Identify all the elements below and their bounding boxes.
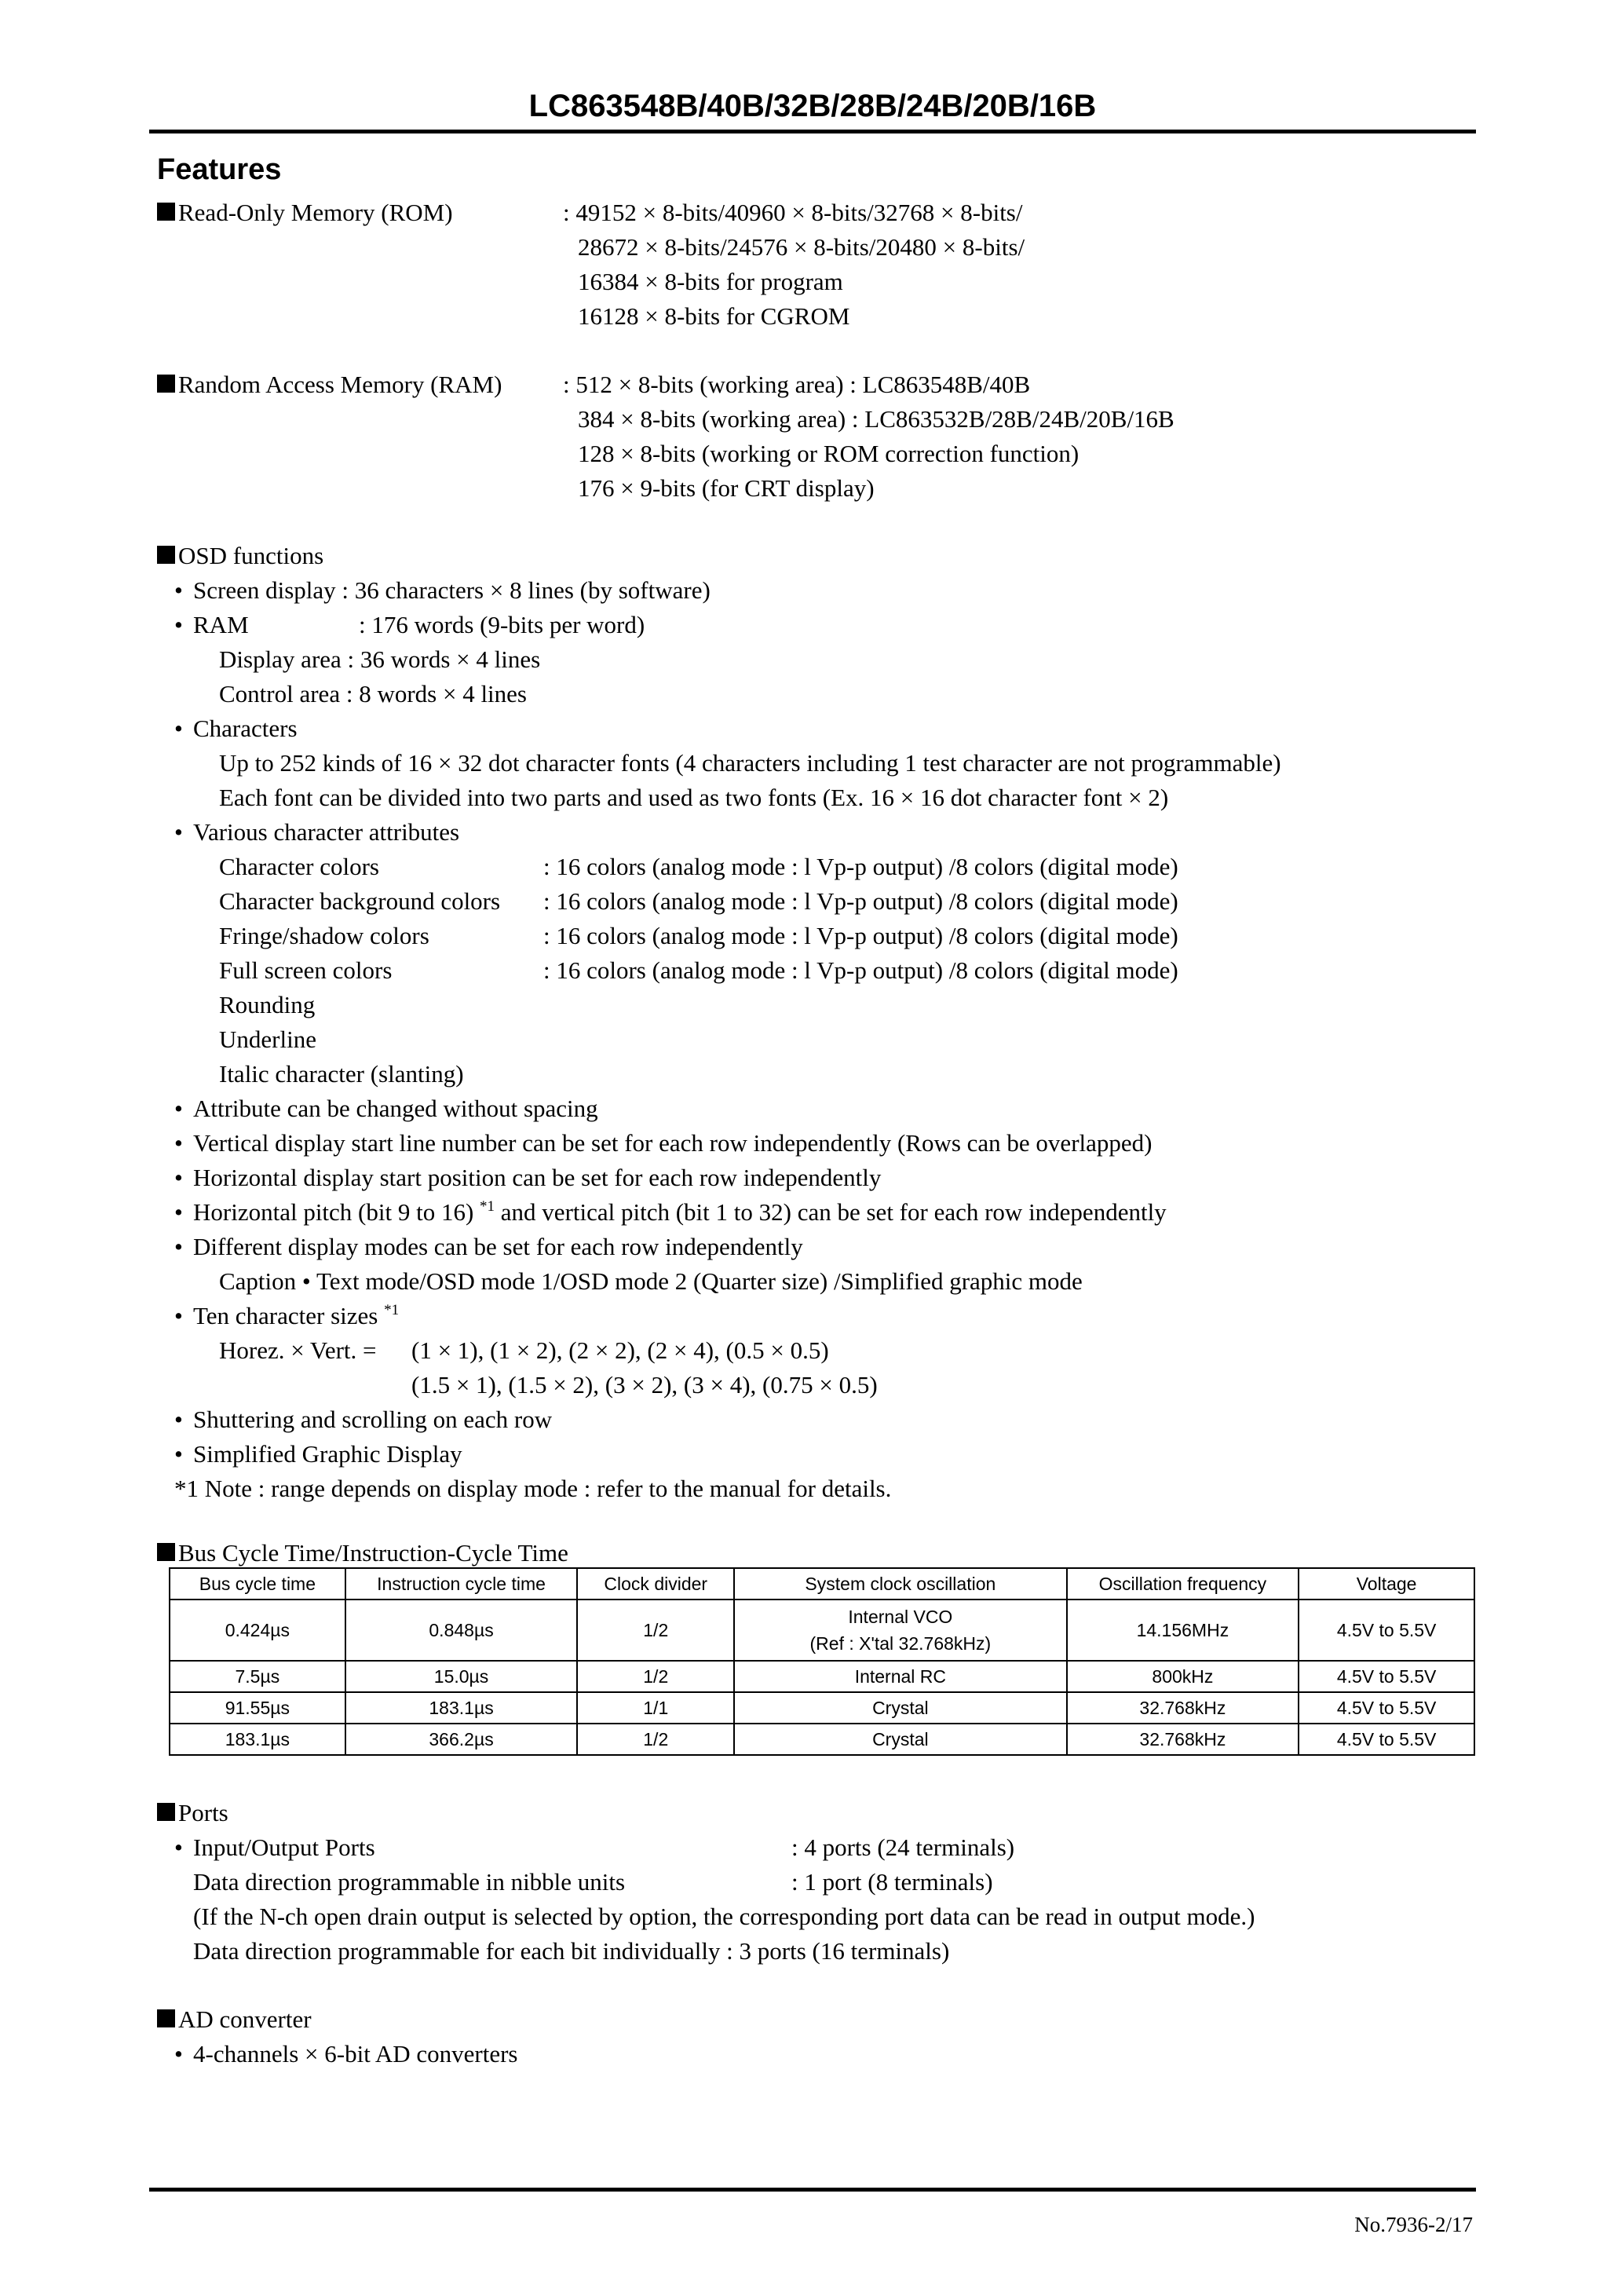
square-bullet-icon <box>157 546 175 564</box>
rom-line-2: 28672 × 8-bits/24576 × 8-bits/20480 × 8-bits/ <box>578 233 1025 261</box>
bus-title: Bus Cycle Time/Instruction-Cycle Time <box>157 1536 568 1570</box>
table-cell: 4.5V to 5.5V <box>1299 1661 1474 1692</box>
ad-title: AD converter <box>157 2002 312 2037</box>
osd-ram-label: • RAM <box>174 608 249 642</box>
ports-nibble-value: : 1 port (8 terminals) <box>791 1868 993 1896</box>
attribute-name: Character background colors <box>219 887 501 915</box>
bullet-icon: • <box>174 1198 183 1226</box>
ram-label: Random Access Memory (RAM) <box>157 367 502 402</box>
column-header: Voltage <box>1299 1568 1474 1600</box>
table-cell: 14.156MHz <box>1067 1600 1299 1661</box>
table-row <box>170 1692 1474 1724</box>
bullet-icon: • <box>174 1233 183 1260</box>
bullet-icon: • <box>174 1834 183 1861</box>
bullet-icon: • <box>174 1164 183 1191</box>
table-cell: Crystal <box>734 1692 1066 1724</box>
osd-bullet: • Shuttering and scrolling on each row <box>174 1402 552 1437</box>
table-cell: 7.5µs <box>170 1661 345 1692</box>
attribute-value: : 16 colors (analog mode : l Vp-p output) /8 colors (digital mode) <box>543 922 1178 949</box>
footer-rule <box>149 2188 1476 2192</box>
attribute-name: Full screen colors <box>219 956 393 984</box>
page-number: No.7936-2/17 <box>1354 2213 1473 2236</box>
osd-control-area: Control area : 8 words × 4 lines <box>219 680 527 707</box>
footnote-marker: *1 <box>480 1198 495 1215</box>
osd-screen-display: • Screen display : 36 characters × 8 lines (by software) <box>174 573 711 608</box>
table-cell: Internal RC <box>734 1661 1066 1692</box>
table-cell: 0.424µs <box>170 1600 345 1661</box>
square-bullet-icon <box>157 1803 175 1821</box>
attribute-value: : 16 colors (analog mode : l Vp-p output) /8 colors (digital mode) <box>543 887 1178 915</box>
osd-bullet: • Attribute can be changed without spacing <box>174 1091 598 1126</box>
ram-line-3: 128 × 8-bits (working or ROM correction function) <box>578 440 1080 467</box>
table-cell: 800kHz <box>1067 1661 1299 1692</box>
osd-pitch-bullet: • Horizontal pitch (bit 9 to 16) $^{*1}$ and vertical pitch (bit 1 to 32) can be set for each row independently <box>174 1195 1167 1230</box>
attribute-name: Character colors <box>219 853 379 880</box>
table-cell: 1/2 <box>577 1724 734 1755</box>
bullet-icon: • <box>174 1406 183 1433</box>
header-rule <box>149 130 1476 133</box>
ports-io-label: • Input/Output Ports <box>174 1830 375 1865</box>
column-header: Instruction cycle time <box>345 1568 578 1600</box>
osd-bullet: • Simplified Graphic Display <box>174 1437 462 1472</box>
ram-line-2: 384 × 8-bits (working area) : LC863532B/28B/24B/20B/16B <box>578 405 1174 433</box>
document-title: LC863548B/40B/32B/28B/24B/20B/16B <box>528 89 1097 123</box>
square-bullet-icon <box>157 375 175 393</box>
ports-title: Ports <box>157 1796 228 1830</box>
table-cell: 4.5V to 5.5V <box>1299 1600 1474 1661</box>
osd-modes-line: Caption • Text mode/OSD mode 1/OSD mode 2 (Quarter size) /Simplified graphic mode <box>219 1267 1083 1295</box>
osd-sizes-line-2: (1.5 × 1), (1.5 × 2), (3 × 2), (3 × 4), (0.75 × 0.5) <box>411 1371 878 1398</box>
osd-note: *1 Note : range depends on display mode : refer to the manual for details. <box>174 1475 892 1502</box>
rom-label: Read-Only Memory (ROM) <box>157 196 453 230</box>
rom-line-4: 16128 × 8-bits for CGROM <box>578 302 850 330</box>
osd-characters-line-2: Each font can be divided into two parts and used as two fonts (Ex. 16 × 16 dot character font × 2) <box>219 784 1169 811</box>
osd-title: OSD functions <box>157 539 323 573</box>
osd-characters-line-1: Up to 252 kinds of 16 × 32 dot character fonts (4 characters including 1 test character are not programmable) <box>219 749 1281 777</box>
table-row <box>170 1600 1474 1661</box>
ports-bit-line: Data direction programmable for each bit individually : 3 ports (16 terminals) <box>193 1937 950 1965</box>
osd-ram-value: : 176 words (9-bits per word) <box>359 611 645 638</box>
table-cell: 0.848µs <box>345 1600 578 1661</box>
bullet-icon: • <box>174 818 183 846</box>
ram-line-4: 176 × 9-bits (for CRT display) <box>578 474 875 502</box>
attribute-extra: Italic character (slanting) <box>219 1060 464 1088</box>
attribute-value: : 16 colors (analog mode : l Vp-p output) /8 colors (digital mode) <box>543 853 1178 880</box>
table-cell: 32.768kHz <box>1067 1692 1299 1724</box>
ports-nibble-label: Data direction programmable in nibble units <box>193 1868 626 1896</box>
ram-line-1: : 512 × 8-bits (working area) : LC863548B/40B <box>563 371 1031 398</box>
column-header: Oscillation frequency <box>1067 1568 1299 1600</box>
square-bullet-icon <box>157 1543 175 1561</box>
table-cell: 183.1µs <box>345 1692 578 1724</box>
attribute-name: Fringe/shadow colors <box>219 922 429 949</box>
osd-bullet: • Horizontal display start position can be set for each row independently <box>174 1161 881 1195</box>
table-header-row <box>170 1568 1474 1600</box>
table-cell: 1/2 <box>577 1661 734 1692</box>
osd-display-area: Display area : 36 words × 4 lines <box>219 645 541 673</box>
osd-sizes-title: • Ten character sizes $^{*1}$ <box>174 1299 399 1333</box>
osc-line-1: Internal VCO <box>848 1607 953 1627</box>
rom-line-3: 16384 × 8-bits for program <box>578 268 843 295</box>
ad-line: • 4-channels × 6-bit AD converters <box>174 2037 517 2071</box>
table-cell: 183.1µs <box>170 1724 345 1755</box>
bus-cycle-table <box>169 1567 1475 1756</box>
rom-line-1: : 49152 × 8-bits/40960 × 8-bits/32768 × 8-bits/ <box>563 199 1023 226</box>
table-cell: Crystal <box>734 1724 1066 1755</box>
bullet-icon: • <box>174 611 183 638</box>
table-cell: 15.0µs <box>345 1661 578 1692</box>
table-cell: 32.768kHz <box>1067 1724 1299 1755</box>
osd-bullet: • Vertical display start line number can be set for each row independently (Rows can be overlapped) <box>174 1126 1152 1161</box>
table-cell: 1/2 <box>577 1600 734 1661</box>
attribute-extra: Rounding <box>219 991 316 1018</box>
bullet-icon: • <box>174 1440 183 1468</box>
table-cell: 366.2µs <box>345 1724 578 1755</box>
column-header: System clock oscillation <box>734 1568 1066 1600</box>
attribute-value: : 16 colors (analog mode : l Vp-p output) /8 colors (digital mode) <box>543 956 1178 984</box>
bullet-icon: • <box>174 2040 183 2067</box>
table-cell <box>734 1600 1066 1661</box>
osd-modes-bullet: • Different display modes can be set for each row independently <box>174 1230 803 1264</box>
osd-sizes-line-1: (1 × 1), (1 × 2), (2 × 2), (2 × 4), (0.5 × 0.5) <box>411 1336 829 1364</box>
column-header: Bus cycle time <box>170 1568 345 1600</box>
table-cell: 4.5V to 5.5V <box>1299 1724 1474 1755</box>
column-header: Clock divider <box>577 1568 734 1600</box>
bullet-icon: • <box>174 1302 183 1329</box>
osc-line-2: (Ref : X'tal 32.768kHz) <box>809 1633 992 1654</box>
bullet-icon: • <box>174 1129 183 1157</box>
table-row <box>170 1724 1474 1755</box>
bullet-icon: • <box>174 1095 183 1122</box>
osd-attributes-title: • Various character attributes <box>174 815 459 850</box>
table-cell: 1/1 <box>577 1692 734 1724</box>
osd-characters-title: • Characters <box>174 711 298 746</box>
table-row <box>170 1661 1474 1692</box>
ports-io-value: : 4 ports (24 terminals) <box>791 1834 1015 1861</box>
square-bullet-icon <box>157 2009 175 2027</box>
table-cell: 91.55µs <box>170 1692 345 1724</box>
table-cell: 4.5V to 5.5V <box>1299 1692 1474 1724</box>
bullet-icon: • <box>174 715 183 742</box>
footnote-marker: *1 <box>384 1302 400 1318</box>
osd-sizes-label: Horez. × Vert. = <box>219 1336 377 1364</box>
ports-note: (If the N-ch open drain output is selected by option, the corresponding port data can be read in output mode.) <box>193 1903 1255 1930</box>
square-bullet-icon <box>157 203 175 221</box>
bullet-icon: • <box>174 576 183 604</box>
section-heading: Features <box>157 153 282 186</box>
attribute-extra: Underline <box>219 1026 316 1053</box>
